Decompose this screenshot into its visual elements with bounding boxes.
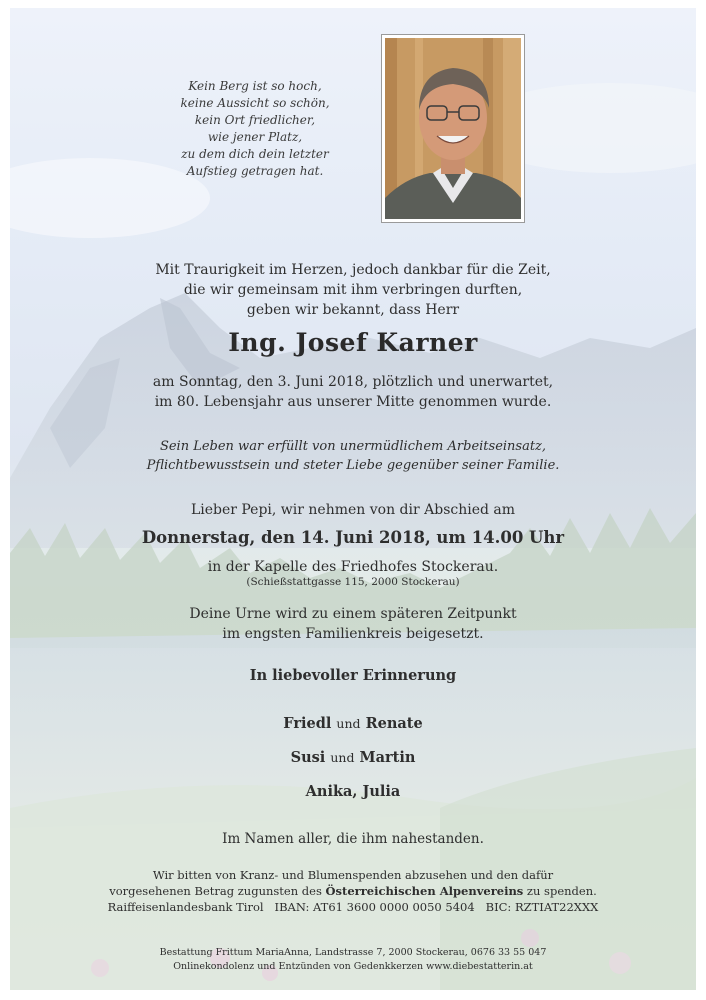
poem xyxy=(150,78,360,180)
deceased-name: Ing. Josef Karner xyxy=(228,328,478,357)
poem-line: Aufstieg getragen hat. xyxy=(186,164,324,178)
intro-line: die wir gemeinsam mit ihm verbringen durften, xyxy=(183,282,523,298)
poem-line: Kein Berg ist so hoch, xyxy=(188,79,322,93)
memory-heading: In liebevoller Erinnerung xyxy=(249,667,457,684)
portrait-image xyxy=(385,38,521,219)
family-conjunction: und xyxy=(336,716,361,731)
online-condolence-info: Onlinekondolenz und Entzünden von Gedenkkerzen www.diebestatterin.at xyxy=(173,961,533,972)
poem-line: wie jener Platz, xyxy=(207,130,303,144)
farewell-text: Lieber Pepi, wir nehmen von dir Abschied am xyxy=(190,502,516,518)
death-line: am Sonntag, den 3. Juni 2018, plötzlich und unerwartet, xyxy=(152,374,554,390)
life-tribute xyxy=(0,437,706,475)
family-line-3: Anika, Julia xyxy=(305,783,401,800)
death-notice xyxy=(0,372,706,412)
closing-line: Im Namen aller, die ihm nahestanden. xyxy=(222,831,484,847)
donation-text: vorgesehenen Betrag zugunsten des xyxy=(109,884,326,898)
urn-line: im engsten Familienkreis beigesetzt. xyxy=(222,626,484,642)
family-name: Renate xyxy=(365,715,423,732)
life-line: Sein Leben war erfüllt von unermüdlichem Arbeitseinsatz, xyxy=(159,439,547,454)
intro-text xyxy=(0,260,706,320)
poem-line: keine Aussicht so schön, xyxy=(180,96,330,110)
family-name: Susi xyxy=(290,749,326,766)
death-line: im 80. Lebensjahr aus unserer Mitte genommen wurde. xyxy=(154,394,552,410)
donation-line: Wir bitten von Kranz- und Blumenspenden abzusehen und den dafür xyxy=(152,868,554,882)
funeral-home-info: Bestattung Frittum MariaAnna, Landstrasse 7, 2000 Stockerau, 0676 33 55 047 xyxy=(159,947,547,958)
poem-line: zu dem dich dein letzter xyxy=(181,147,329,161)
donation-line xyxy=(0,883,706,899)
poem-line: kein Ort friedlicher, xyxy=(194,113,316,127)
donation-request xyxy=(0,867,706,915)
family-conjunction: und xyxy=(330,750,355,765)
intro-line: Mit Traurigkeit im Herzen, jedoch dankbar für die Zeit, xyxy=(155,262,551,278)
family-name: Martin xyxy=(359,749,416,766)
ceremony-date: Donnerstag, den 14. Juni 2018, um 14.00 Uhr xyxy=(141,528,565,547)
family-name: Friedl xyxy=(283,715,332,732)
intro-line: geben wir bekannt, dass Herr xyxy=(246,302,460,318)
urn-line: Deine Urne wird zu einem späteren Zeitpunkt xyxy=(189,606,517,622)
family-line-2 xyxy=(0,749,706,766)
donation-recipient: Österreichischen Alpenvereins xyxy=(325,884,524,898)
life-line: Pflichtbewusstsein und steter Liebe gegenüber seiner Familie. xyxy=(146,458,560,473)
donation-text: zu spenden. xyxy=(523,884,597,898)
family-line-1 xyxy=(0,715,706,732)
chapel-location: in der Kapelle des Friedhofes Stockerau. xyxy=(207,559,499,575)
footer xyxy=(0,946,706,974)
chapel-address: (Schießstattgasse 115, 2000 Stockerau) xyxy=(246,576,460,588)
bank-details: Raiffeisenlandesbank Tirol IBAN: AT61 3600 0000 0050 5404 BIC: RZTIAT22XXX xyxy=(107,900,599,914)
portrait-photo xyxy=(381,34,525,223)
urn-notice xyxy=(0,604,706,644)
